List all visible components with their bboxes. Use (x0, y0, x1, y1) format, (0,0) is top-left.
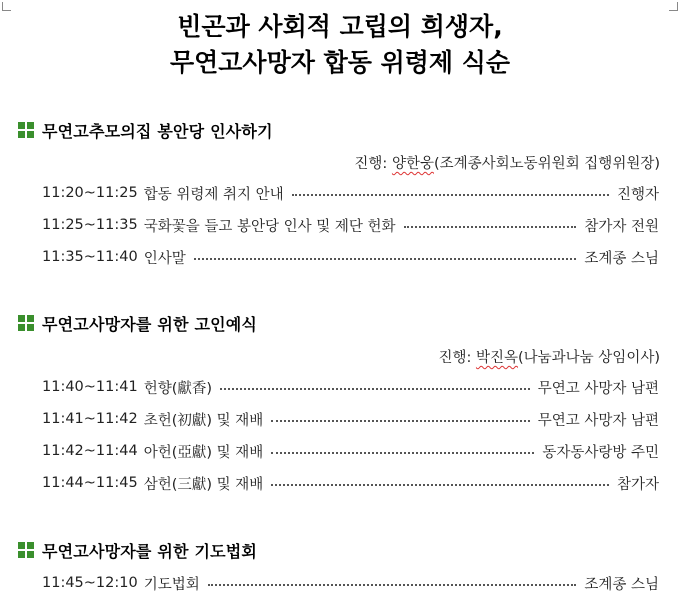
leader-dots (271, 452, 534, 454)
row-item: 기도법회 (143, 576, 200, 593)
leader-dots (194, 258, 577, 260)
leader-dots (220, 388, 530, 390)
leader-dots (271, 420, 529, 422)
row-person: 무연고 사망자 남편 (537, 380, 659, 397)
leader-dots (208, 584, 577, 586)
row-item: 국화꽃을 들고 봉안당 인사 및 제단 헌화 (143, 218, 396, 235)
row-person: 참가자 전원 (584, 218, 659, 235)
row-person: 참가자 (616, 476, 659, 493)
section-title: 무연고사망자를 위한 기도법회 (42, 541, 258, 561)
schedule-row (42, 572, 659, 594)
host-name: 박진옥 (475, 350, 518, 366)
row-item: 초헌(初獻) 및 재배 (143, 412, 264, 429)
section-heading-3 (18, 538, 257, 562)
row-person: 진행자 (616, 186, 659, 203)
schedule-row (42, 472, 659, 494)
host-prefix: 진행: (438, 350, 476, 366)
schedule-row (42, 376, 659, 398)
row-time: 11:44~11:45 (42, 475, 138, 491)
row-time: 11:20~11:25 (42, 185, 138, 201)
green-square-bullet-icon (18, 542, 34, 558)
section-heading-2 (18, 311, 257, 335)
schedule-row (42, 182, 659, 204)
host-line-2 (438, 346, 660, 367)
row-time: 11:42~11:44 (42, 443, 138, 459)
section-heading-1 (18, 118, 273, 142)
row-item: 아헌(亞獻) 및 재배 (143, 444, 264, 461)
document-title-line-1: 빈곤과 사회적 고립의 희생자, (177, 12, 503, 41)
schedule-row (42, 440, 659, 462)
host-role: (조계종사회노동위원회 집행위원장) (433, 156, 660, 172)
leader-dots (271, 484, 609, 486)
row-item: 헌향(獻香) (143, 380, 213, 397)
row-time: 11:35~11:40 (42, 249, 138, 265)
host-role: (나눔과나눔 상임이사) (518, 350, 660, 366)
row-time: 11:40~11:41 (42, 379, 138, 395)
host-name: 양한웅 (391, 156, 434, 172)
section-title: 무연고추모의집 봉안당 인사하기 (42, 121, 273, 141)
green-square-bullet-icon (18, 315, 34, 331)
row-person: 조계종 스님 (584, 576, 659, 593)
row-item: 인사말 (143, 250, 186, 267)
green-square-bullet-icon (18, 122, 34, 138)
row-time: 11:25~11:35 (42, 217, 138, 233)
schedule-row (42, 246, 659, 268)
leader-dots (292, 194, 609, 196)
schedule-row (42, 408, 659, 430)
host-line-1 (354, 152, 660, 173)
row-person: 무연고 사망자 남편 (537, 412, 659, 429)
host-prefix: 진행: (354, 156, 392, 172)
row-time: 11:45~12:10 (42, 575, 138, 591)
row-time: 11:41~11:42 (42, 411, 138, 427)
schedule-row (42, 214, 659, 236)
row-item: 삼헌(三獻) 및 재배 (143, 476, 264, 493)
row-item: 합동 위령제 취지 안내 (143, 186, 284, 203)
row-person: 조계종 스님 (584, 250, 659, 267)
row-person: 동자동사랑방 주민 (542, 444, 659, 461)
leader-dots (404, 226, 577, 228)
document-title-line-2: 무연고사망자 합동 위령제 식순 (169, 48, 511, 77)
section-title: 무연고사망자를 위한 고인예식 (42, 314, 258, 334)
